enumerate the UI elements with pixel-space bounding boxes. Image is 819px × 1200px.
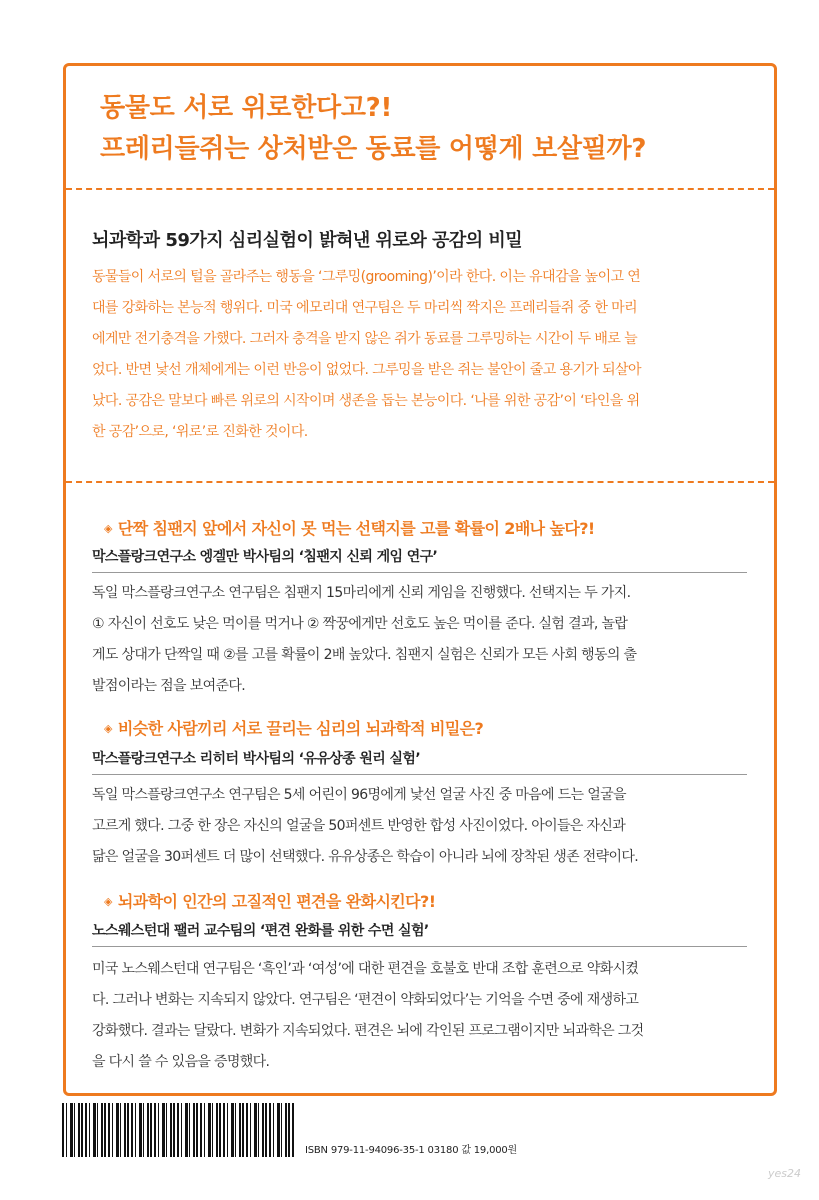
section-line: 발점이라는 점을 보여준다. (92, 678, 246, 694)
section-body (92, 780, 750, 873)
intro-body (92, 262, 747, 448)
section-subtitle: 노스웨스턴대 팰러 교수팀의 ‘편견 완화를 위한 수면 실험’ (92, 923, 429, 939)
section-line: ① 자신이 선호도 낮은 먹이를 먹거나 ② 짝꿍에게만 선호도 높은 먹이를 준다. 실험 결과, 놀랍 (92, 616, 628, 632)
section-rule (92, 774, 747, 775)
section-line: 닮은 얼굴을 30퍼센트 더 많이 선택했다. 유유상종은 학습이 아니라 뇌에 장착된 생존 전략이다. (92, 849, 639, 865)
intro-title: 뇌과학과 59가지 심리실험이 밝혀낸 위로와 공감의 비밀 (92, 230, 523, 251)
section-rule (92, 572, 747, 573)
section-title (104, 889, 435, 912)
section-subtitle: 막스플랑크연구소 엥겔만 박사팀의 ‘침팬지 신뢰 게임 연구’ (92, 549, 438, 565)
intro-line: 대를 강화하는 본능적 행위다. 미국 에모리대 연구팀은 두 마리씩 짝지은 프레리들쥐 중 한 마리 (92, 300, 638, 316)
section-rule (92, 946, 747, 947)
headline (100, 88, 740, 170)
divider-middle (66, 481, 774, 483)
diamond-bullet-icon: ◈ (104, 722, 112, 735)
section-body (92, 578, 750, 702)
section-body (92, 954, 750, 1078)
section-line: 고르게 했다. 그중 한 장은 자신의 얼굴을 50퍼센트 반영한 합성 사진이었다. 아이들은 자신과 (92, 818, 626, 834)
divider-top (66, 188, 774, 190)
intro-line: 났다. 공감은 말보다 빠른 위로의 시작이며 생존을 돕는 본능이다. ‘나를 위한 공감’이 ‘타인을 위 (92, 393, 640, 409)
section-line: 게도 상대가 단짝일 때 ②를 고를 확률이 2배 높았다. 침팬지 실험은 신뢰가 모든 사회 행동의 출 (92, 647, 637, 663)
barcode (62, 1103, 294, 1157)
section-title (104, 516, 595, 539)
section-line: 미국 노스웨스턴대 연구팀은 ‘흑인’과 ‘여성’에 대한 편견을 호불호 반대 조합 훈련으로 약화시켰 (92, 961, 639, 977)
section-title-text: 단짝 침팬지 앞에서 자신이 못 먹는 선택지를 고를 확률이 2배나 높다?! (117, 519, 595, 538)
headline-line-2: 프레리들쥐는 상처받은 동료를 어떻게 보살필까? (100, 134, 647, 164)
section-subtitle: 막스플랑크연구소 리히터 박사팀의 ‘유유상종 원리 실험’ (92, 751, 421, 767)
section-line: 다. 그러나 변화는 지속되지 않았다. 연구팀은 ‘편견이 약화되었다’는 기억을 수면 중에 재생하고 (92, 992, 639, 1008)
intro-line: 한 공감’으로, ‘위로’로 진화한 것이다. (92, 424, 308, 440)
isbn-price: ISBN 979-11-94096-35-1 03180 값 19,000원 (305, 1145, 518, 1156)
diamond-bullet-icon: ◈ (104, 522, 112, 535)
headline-line-1: 동물도 서로 위로한다고?! (100, 93, 393, 123)
section-title-text: 뇌과학이 인간의 고질적인 편견을 완화시킨다?! (117, 892, 436, 911)
section-line: 을 다시 쓸 수 있음을 증명했다. (92, 1054, 270, 1070)
section-line: 독일 막스플랑크연구소 연구팀은 5세 어린이 96명에게 낯선 얼굴 사진 중 마음에 드는 얼굴을 (92, 787, 626, 803)
section-title-text: 비슷한 사람끼리 서로 끌리는 심리의 뇌과학적 비밀은? (117, 719, 484, 738)
intro-line: 에게만 전기충격을 가했다. 그러자 충격을 받지 않은 쥐가 동료를 그루밍하는 시간이 두 배로 늘 (92, 331, 638, 347)
section-title (104, 716, 483, 739)
intro-line: 었다. 반면 낯선 개체에게는 이런 반응이 없었다. 그루밍을 받은 쥐는 불안이 줄고 용기가 되살아 (92, 362, 641, 378)
intro-line: 동물들이 서로의 털을 골라주는 행동을 ‘그루밍(grooming)’이라 한다. 이는 유대감을 높이고 연 (92, 269, 641, 285)
section-line: 독일 막스플랑크연구소 연구팀은 침팬지 15마리에게 신뢰 게임을 진행했다. 선택지는 두 가지. (92, 585, 631, 601)
section-line: 강화했다. 결과는 달랐다. 변화가 지속되었다. 편견은 뇌에 각인된 프로그램이지만 뇌과학은 그것 (92, 1023, 644, 1039)
watermark: yes24 (768, 1167, 802, 1180)
diamond-bullet-icon: ◈ (104, 895, 112, 908)
